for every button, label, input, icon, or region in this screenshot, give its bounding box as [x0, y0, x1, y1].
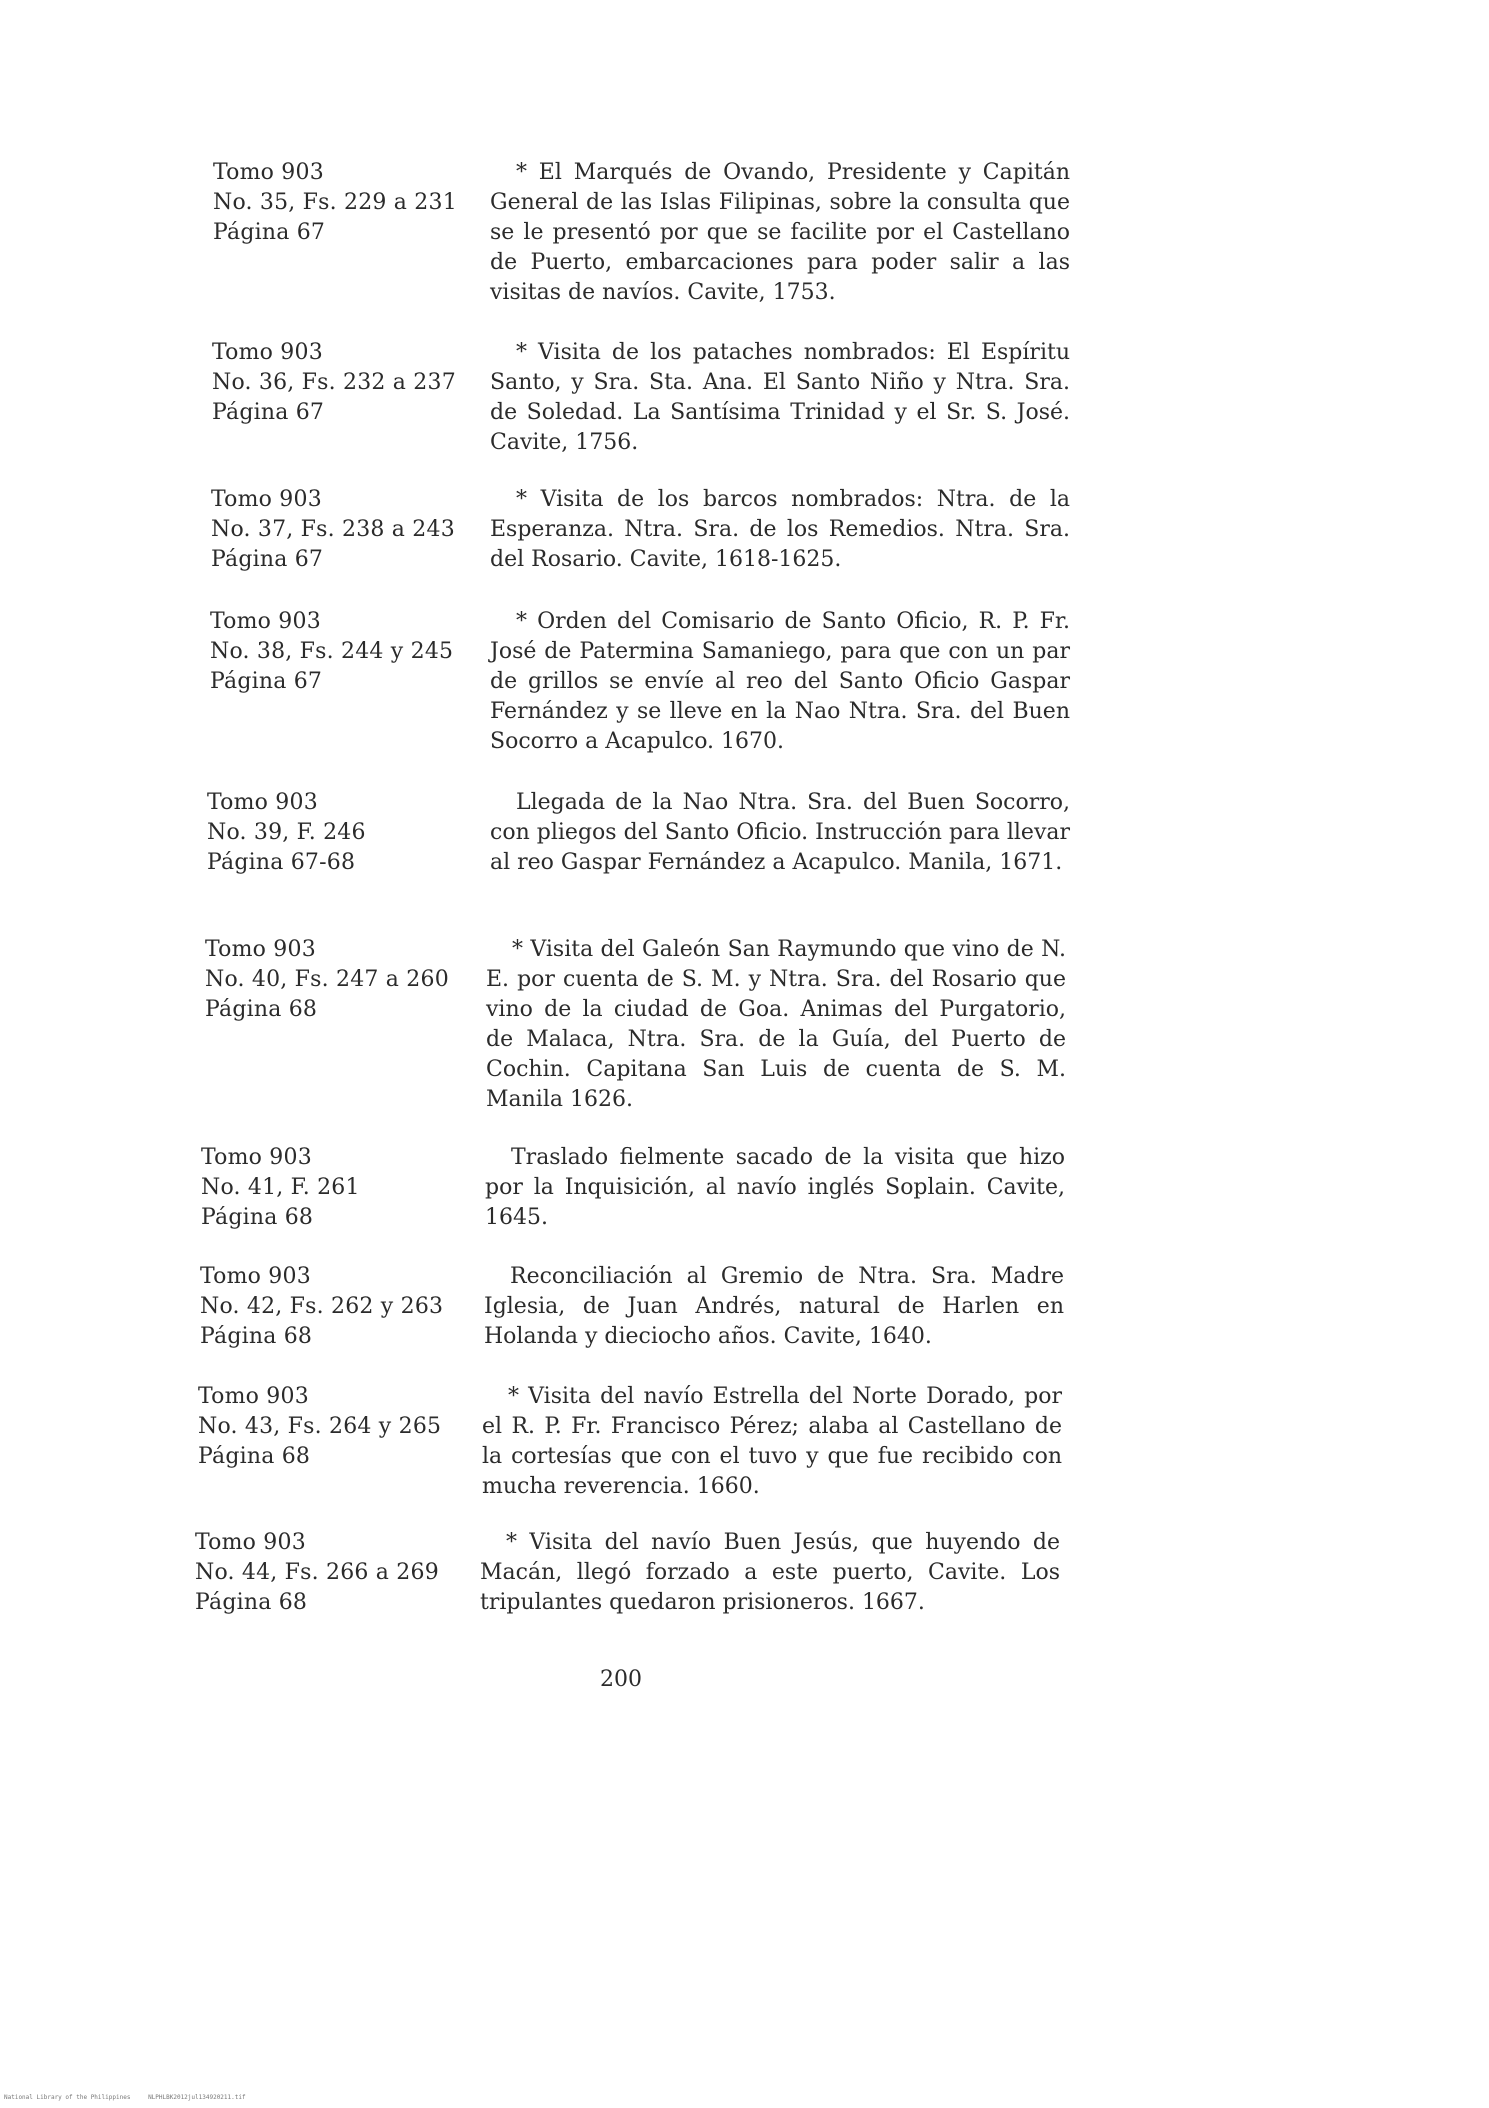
- folio-label: No. 44, Fs. 266 a 269: [195, 1560, 439, 1585]
- entry-reference: [211, 485, 481, 575]
- entry-reference: [212, 338, 482, 428]
- footer-library: National Library of the Philippines: [4, 2094, 131, 2101]
- folio-label: No. 38, Fs. 244 y 245: [210, 639, 454, 664]
- pagina-label: Página 67: [212, 400, 325, 425]
- pagina-label: Página 68: [205, 997, 318, 1022]
- pagina-label: Página 67: [210, 669, 323, 694]
- pagina-label: Página 68: [198, 1444, 311, 1469]
- folio-label: No. 36, Fs. 232 a 237: [212, 370, 456, 395]
- pagina-label: Página 67: [211, 547, 324, 572]
- entry-description: * Visita de los pataches nombrados: El Espíritu Santo, y Sra. Sta. Ana. El Santo Niño y Ntra. Sra. de Soledad. La Santísima Trinidad y el Sr. S. José. Cavite, 1756.: [490, 340, 1070, 455]
- folio-label: No. 43, Fs. 264 y 265: [198, 1414, 442, 1439]
- pagina-label: Página 67-68: [207, 850, 356, 875]
- footer-file: NLPHLBK2012jul134920211.tif: [148, 2094, 246, 2101]
- entry-description: * Visita del navío Buen Jesús, que huyendo de Macán, llegó forzado a este puerto, Cavite. Los tripulantes quedaron prisioneros. 1667.: [480, 1530, 1060, 1615]
- entry-description: Llegada de la Nao Ntra. Sra. del Buen Socorro, con pliegos del Santo Oficio. Instrucción para llevar al reo Gaspar Fernández a Acapulco. Manila, 1671.: [490, 790, 1070, 875]
- entry-reference: [213, 158, 483, 248]
- pagina-label: Página 68: [195, 1590, 308, 1615]
- tomo-label: Tomo 903: [213, 160, 324, 185]
- folio-label: No. 41, F. 261: [201, 1175, 360, 1200]
- entry-description: * Orden del Comisario de Santo Oficio, R. P. Fr. José de Patermina Samaniego, para que con un par de grillos se envíe al reo del Santo Oficio Gaspar Fernández y se lleve en la Nao Ntra. Sra. del Buen Socorro a Acapulco. 1670.: [490, 609, 1070, 754]
- tomo-label: Tomo 903: [201, 1145, 312, 1170]
- folio-label: No. 35, Fs. 229 a 231: [213, 190, 457, 215]
- scan-footer: [4, 2094, 260, 2101]
- folio-label: No. 39, F. 246: [207, 820, 366, 845]
- entry-reference: [198, 1382, 468, 1472]
- tomo-label: Tomo 903: [212, 340, 323, 365]
- entry-reference: [207, 788, 477, 878]
- entry-description: * Visita del Galeón San Raymundo que vino de N. E. por cuenta de S. M. y Ntra. Sra. del Rosario que vino de la ciudad de Goa. Animas del Purgatorio, de Malaca, Ntra. Sra. de la Guía, del Puerto de Cochin. Capitana San Luis de cuenta de S. M. Manila 1626.: [486, 937, 1066, 1112]
- tomo-label: Tomo 903: [211, 487, 322, 512]
- entry-reference: [200, 1262, 470, 1352]
- entry-description: Traslado fielmente sacado de la visita que hizo por la Inquisición, al navío inglés Soplain. Cavite, 1645.: [485, 1145, 1065, 1230]
- entry-reference: [205, 935, 475, 1025]
- pagina-label: Página 68: [200, 1324, 313, 1349]
- entry-reference: [210, 607, 480, 697]
- folio-label: No. 42, Fs. 262 y 263: [200, 1294, 444, 1319]
- folio-label: No. 40, Fs. 247 a 260: [205, 967, 449, 992]
- tomo-label: Tomo 903: [200, 1264, 311, 1289]
- entry-description: * El Marqués de Ovando, Presidente y Capitán General de las Islas Filipinas, sobre la consulta que se le presentó por que se facilite por el Castellano de Puerto, embarcaciones para poder salir a las visitas de navíos. Cavite, 1753.: [490, 160, 1070, 305]
- entry-description: Reconciliación al Gremio de Ntra. Sra. Madre Iglesia, de Juan Andrés, natural de Harlen en Holanda y dieciocho años. Cavite, 1640.: [484, 1264, 1064, 1349]
- pagina-label: Página 68: [201, 1205, 314, 1230]
- folio-label: No. 37, Fs. 238 a 243: [211, 517, 455, 542]
- tomo-label: Tomo 903: [198, 1384, 309, 1409]
- tomo-label: Tomo 903: [210, 609, 321, 634]
- tomo-label: Tomo 903: [195, 1530, 306, 1555]
- page-number: 200: [600, 1667, 642, 1692]
- entry-description: * Visita de los barcos nombrados: Ntra. de la Esperanza. Ntra. Sra. de los Remedios. Ntra. Sra. del Rosario. Cavite, 1618-1625.: [490, 487, 1070, 572]
- entry-description: * Visita del navío Estrella del Norte Dorado, por el R. P. Fr. Francisco Pérez; alaba al Castellano de la cortesías que con el tuvo y que fue recibido con mucha reverencia. 1660.: [482, 1384, 1062, 1499]
- tomo-label: Tomo 903: [205, 937, 316, 962]
- tomo-label: Tomo 903: [207, 790, 318, 815]
- entry-reference: [195, 1528, 465, 1618]
- pagina-label: Página 67: [213, 220, 326, 245]
- entry-reference: [201, 1143, 471, 1233]
